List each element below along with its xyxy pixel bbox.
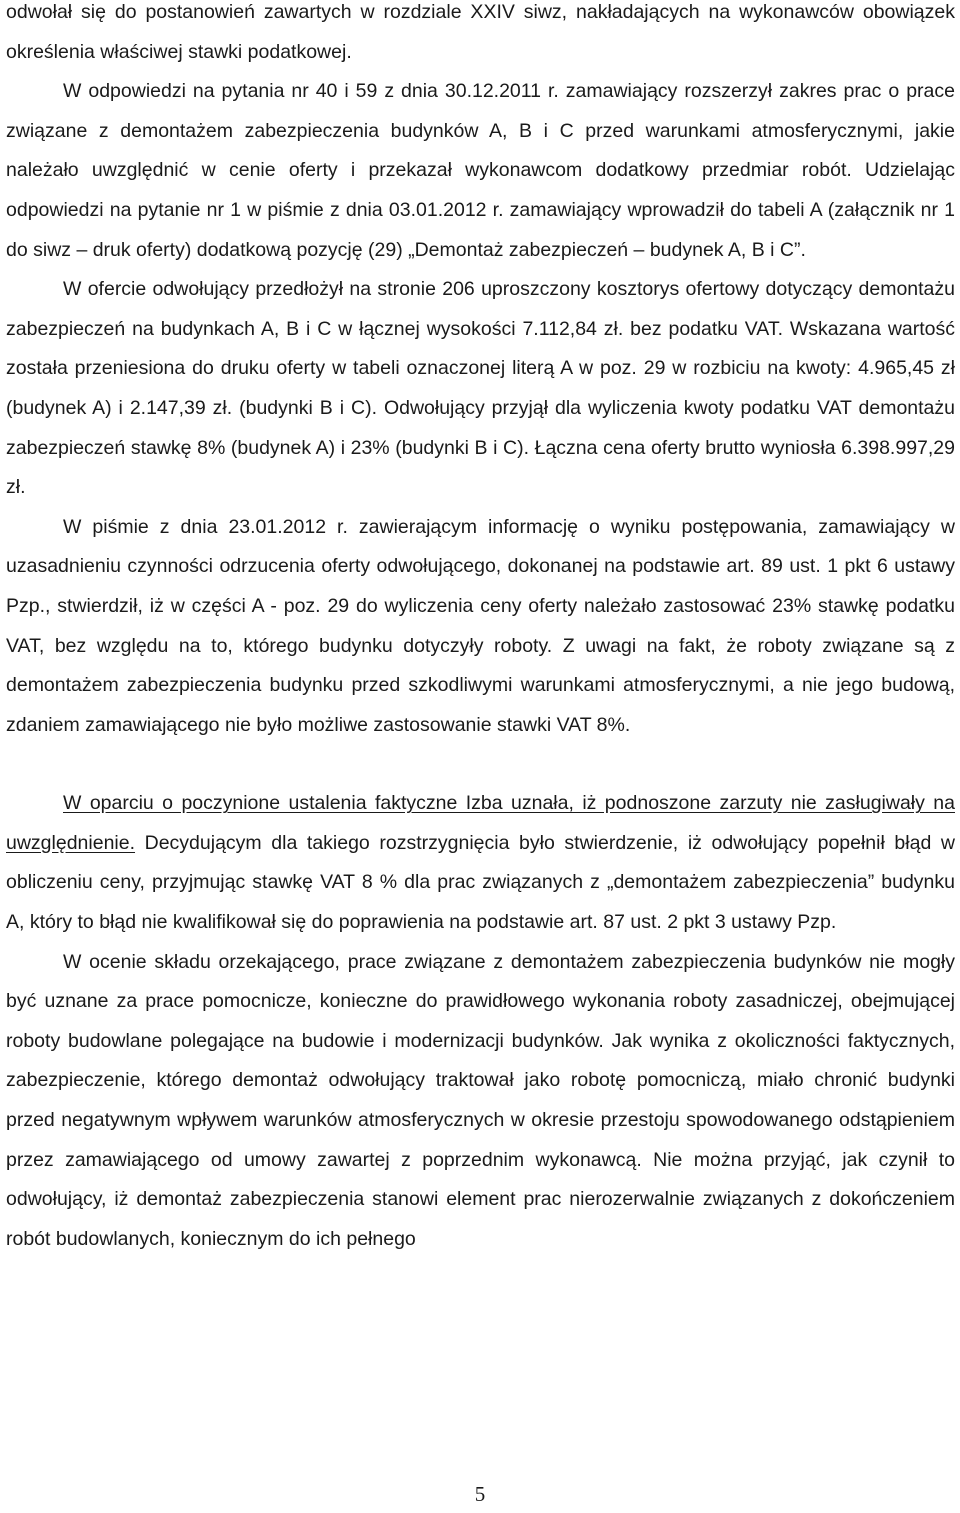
paragraph-6: W ocenie składu orzekającego, prace związane z demontażem zabezpieczenia budynków nie mogły być uznane za prace pomocnicze, konieczne do prawidłowego wykonania roboty zasadniczej, obejmującej roboty budowlane polegające na budowie i modernizacji budynków. Jak wynika z okoliczności faktycznych, zabezpieczenie, którego demontaż odwołujący traktował jako robotę pomocniczą, miało chronić budynki przed negatywnym wpływem warunków atmosferycznych w okresie przestoju spowodowanego odstąpieniem przez zamawiającego od umowy zawartej z poprzednim wykonawcą. Nie można przyjąć, jak czynił to odwołujący, iż demontaż zabezpieczenia stanowi element prac nierozerwalnie związanych z dokończeniem robót budowlanych, koniecznym do ich pełnego	[6, 950, 955, 1250]
conclusion-underlined-text: W oparciu o poczynione ustalenia faktyczne Izba uznała, iż podnoszone zarzuty nie zasługiwały na uwzględnienie.	[6, 792, 955, 854]
page-number: 5	[474, 1482, 486, 1506]
document-page	[6, 0, 955, 1259]
paragraph-2: W odpowiedzi na pytania nr 40 i 59 z dnia 30.12.2011 r. zamawiający rozszerzył zakres prac o prace związane z demontażem zabezpieczenia budynków A, B i C przed warunkami atmosferycznymi, jakie należało uwzględnić w cenie oferty i przekazał wykonawcom dodatkowy przedmiar robót. Udzielając odpowiedzi na pytanie nr 1 w piśmie z dnia 03.01.2012 r. zamawiający wprowadził do tabeli A (załącznik nr 1 do siwz – druk oferty) dodatkową pozycję (29) „Demontaż zabezpieczeń – budynek A, B i C”.	[6, 80, 955, 261]
paragraph-5	[6, 784, 955, 942]
paragraph-3: W ofercie odwołujący przedłożył na stronie 206 uproszczony kosztorys ofertowy dotyczący demontażu zabezpieczeń na budynkach A, B i C w łącznej wysokości 7.112,84 zł. bez podatku VAT. Wskazana wartość została przeniesiona do druku oferty w tabeli oznaczonej literą A w poz. 29 w rozbiciu na kwoty: 4.965,45 zł (budynek A) i 2.147,39 zł. (budynki B i C). Odwołujący przyjął dla wyliczenia kwoty podatku VAT demontażu zabezpieczeń stawkę 8% (budynek A) i 23% (budynki B i C). Łączna cena oferty brutto wyniosła 6.398.997,29 zł.	[6, 278, 955, 499]
paragraph-4: W piśmie z dnia 23.01.2012 r. zawierającym informację o wyniku postępowania, zamawiający w uzasadnieniu czynności odrzucenia oferty odwołującego, dokonanej na podstawie art. 89 ust. 1 pkt 6 ustawy Pzp., stwierdził, iż w części A - poz. 29 do wyliczenia ceny oferty należało zastosować 23% stawkę podatku VAT, bez względu na to, którego budynku dotyczyły roboty. Z uwagi na fakt, że roboty związane są z demontażem zabezpieczenia budynku przed szkodliwymi warunkami atmosferycznymi, a nie jego budową, zdaniem zamawiającego nie było możliwe zastosowanie stawki VAT 8%.	[6, 515, 955, 736]
paragraph-5-text: Decydującym dla takiego rozstrzygnięcia było stwierdzenie, iż odwołujący popełnił błąd w obliczeniu ceny, przyjmując stawkę VAT 8 % dla prac związanych z „demontażem zabezpieczenia” budynku A, który to błąd nie kwalifikował się do poprawienia na podstawie art. 87 ust. 2 pkt 3 ustawy Pzp.	[6, 831, 955, 934]
paragraph-1: odwołał się do postanowień zawartych w rozdziale XXIV siwz, nakładających na wykonawców obowiązek określenia właściwej stawki podatkowej.	[6, 1, 955, 63]
